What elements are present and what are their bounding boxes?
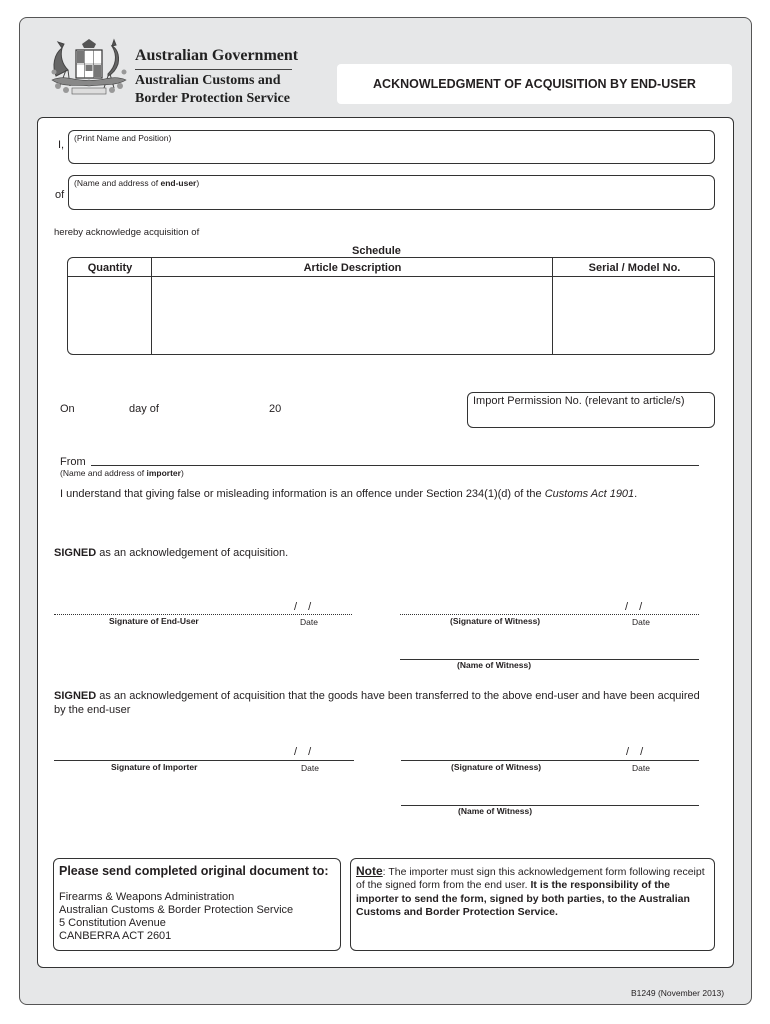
send-to-box <box>53 858 341 951</box>
address-line-2: Australian Customs & Border Protection Service <box>59 904 294 916</box>
importer-note-text: Note: The importer must sign this acknowledgement form following receipt of the signed form from the end user. It is the responsibility of the importer to send the form, signed by both parties, to the Australian Customs and Border Protection Service. <box>356 864 705 918</box>
end-user-signed-statement: SIGNED as an acknowledgement of acquisition. <box>54 547 289 559</box>
quantity-header: Quantity <box>87 261 133 274</box>
importer-address-line[interactable] <box>91 465 699 466</box>
end-user-signature-label: Signature of End-User <box>109 616 199 626</box>
schedule-table <box>67 257 715 355</box>
importer-signed-statement: SIGNED as an acknowledgement of acquisition that the goods have been transferred to the above end-user and have been acquired by the end-user <box>54 690 700 716</box>
witness1-date-slashes: / / <box>625 601 647 613</box>
agency-name-line2: Border Protection Service <box>135 91 290 106</box>
false-information-declaration: I understand that giving false or misleading information is an offence under Section 234(1)(d) of the Customs Act 1901. <box>60 488 638 500</box>
on-label: On <box>60 403 75 415</box>
witness2-signature-line[interactable] <box>401 760 699 761</box>
end-user-signature-line[interactable] <box>54 614 352 615</box>
address-line-3: 5 Constitution Avenue <box>59 917 166 929</box>
form-code: B1249 (November 2013) <box>631 988 725 998</box>
name-position-hint: (Print Name and Position) <box>74 133 172 143</box>
end-user-date-slashes: / / <box>294 601 316 613</box>
day-of-label: day of <box>129 403 159 415</box>
end-user-date-label: Date <box>300 617 318 627</box>
witness1-date-label: Date <box>632 617 650 627</box>
header-divider <box>135 69 292 70</box>
address-line-1: Firearms & Weapons Administration <box>59 891 235 903</box>
of-label: of <box>55 189 65 201</box>
importer-address-hint: (Name and address of importer) <box>60 468 184 478</box>
schedule-title: Schedule <box>352 245 401 257</box>
witness1-signature-label: (Signature of Witness) <box>450 616 541 626</box>
witness2-date-slashes: / / <box>626 746 648 758</box>
witness1-name-label: (Name of Witness) <box>457 660 532 670</box>
importer-date-label: Date <box>301 763 319 773</box>
agency-name-line1: Australian Customs and <box>135 73 281 88</box>
witness2-name-label: (Name of Witness) <box>458 806 533 816</box>
acknowledge-text: hereby acknowledge acquisition of <box>54 227 200 238</box>
importer-signature-label: Signature of Importer <box>111 762 198 772</box>
witness1-signature-line[interactable] <box>400 614 699 615</box>
year-prefix: 20 <box>269 403 282 415</box>
i-label: I, <box>58 139 65 151</box>
send-to-heading: Please send completed original document to: <box>59 864 329 878</box>
description-header: Article Description <box>303 261 402 274</box>
witness2-signature-label: (Signature of Witness) <box>451 762 542 772</box>
government-name: Australian Government <box>135 47 299 64</box>
end-user-address-field[interactable] <box>68 175 715 210</box>
importer-date-slashes: / / <box>294 746 316 758</box>
address-line-4: CANBERRA ACT 2601 <box>59 930 172 942</box>
witness1-name-line[interactable] <box>400 659 699 660</box>
coat-of-arms-icon <box>46 36 132 98</box>
form-title: ACKNOWLEDGMENT OF ACQUISITION BY END-USER <box>337 64 732 104</box>
serial-header: Serial / Model No. <box>588 261 681 274</box>
witness2-name-line[interactable] <box>401 805 699 806</box>
witness2-date-label: Date <box>632 763 650 773</box>
end-user-address-hint: (Name and address of end-user) <box>74 178 200 188</box>
import-permission-label: Import Permission No. (relevant to article/s) <box>473 395 685 407</box>
import-permission-field[interactable] <box>467 392 715 428</box>
importer-note-box <box>350 858 715 951</box>
from-label: From <box>60 456 86 468</box>
name-position-field[interactable] <box>68 130 715 164</box>
importer-signature-line[interactable] <box>54 760 354 761</box>
